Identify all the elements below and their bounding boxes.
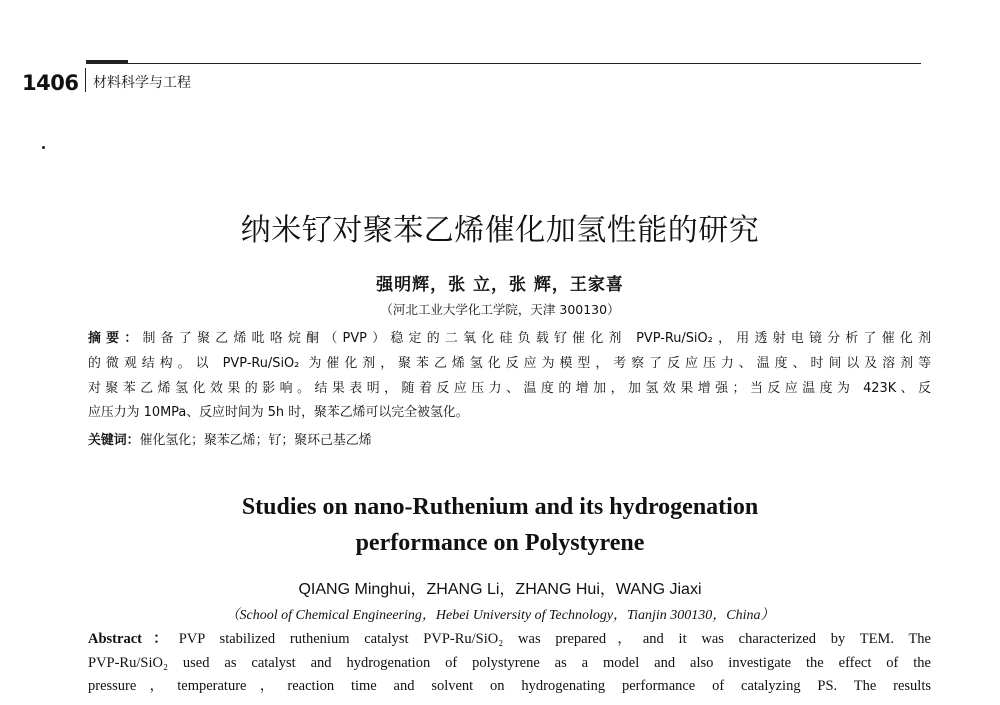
abstract-en-label: Abstract： xyxy=(88,631,179,647)
abstract-cn-line: 的微观结构。以 PVP-Ru/SiO₂ 为催化剂，聚苯乙烯氢化反应为模型，考察了反应压力、温度、时间以及溶剂等 xyxy=(88,355,931,371)
title-en-line-1: Studies on nano-Ruthenium and its hydrogenation xyxy=(241,494,759,520)
header-rule xyxy=(86,63,921,64)
abstract-cn-line: 摘要：制备了聚乙烯吡咯烷酮（PVP）稳定的二氧化硅负载钌催化剂 PVP-Ru/SiO₂，用透射电镜分析了催化剂 xyxy=(88,331,931,346)
affiliation-english: （School of Chemical Engineering，Hebei University of Technology，Tianjin 300130，China） xyxy=(225,608,775,623)
abstract-en-line: Abstract：PVP stabilized ruthenium catalyst PVP-Ru/SiO₂ was prepared，and it was characterized by TEM. The xyxy=(88,631,931,647)
scan-speck xyxy=(42,146,45,149)
abstract-chinese xyxy=(88,327,931,426)
journal-name: 材料科学与工程 xyxy=(93,75,191,91)
title-english xyxy=(0,489,1000,561)
page-number: 1406 xyxy=(22,71,79,95)
keywords-chinese xyxy=(88,429,372,448)
abstract-cn-line: 应压力为 10MPa、反应时间为 5h 时，聚苯乙烯可以完全被氢化。 xyxy=(88,405,469,421)
authors-english: QIANG Minghui，ZHANG Li，ZHANG Hui，WANG Jiaxi xyxy=(298,581,702,598)
authors-chinese: 强明辉，张 立，张 辉，王家喜 xyxy=(376,275,624,295)
abstract-cn-line: 对聚苯乙烯氢化效果的影响。结果表明，随着反应压力、温度的增加，加氢效果增强；当反应温度为 423K、反 xyxy=(88,380,931,396)
abstract-english xyxy=(88,628,931,699)
keywords-cn-label: 关键词： xyxy=(88,433,140,448)
abstract-en-line: pressure，temperature，reaction time and solvent on hydrogenating performance of catalyzing PS. The results xyxy=(88,678,931,694)
affiliation-chinese: （河北工业大学化工学院，天津 300130） xyxy=(380,302,620,317)
abstract-cn-label: 摘要： xyxy=(88,331,143,346)
header-divider xyxy=(85,68,86,92)
title-en-line-2: performance on Polystyrene xyxy=(355,530,645,556)
title-chinese: 纳米钌对聚苯乙烯催化加氢性能的研究 xyxy=(240,213,760,248)
keywords-cn-text: 催化氢化；聚苯乙烯；钌；聚环己基乙烯 xyxy=(139,433,372,448)
abstract-en-line: PVP-Ru/SiO₂ used as catalyst and hydrogenation of polystyrene as a model and also investigate the effect of the xyxy=(88,654,931,671)
